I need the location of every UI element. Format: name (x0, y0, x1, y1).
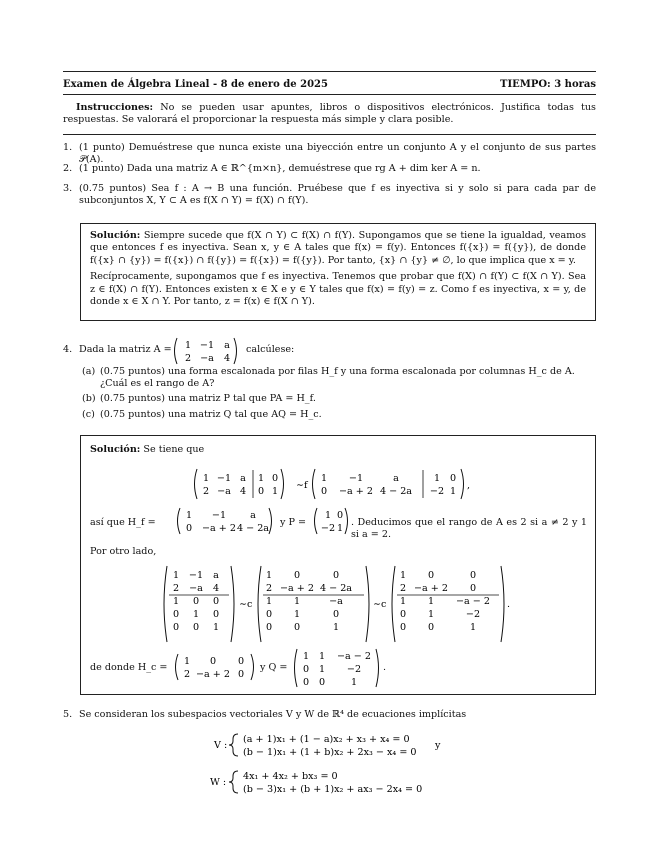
question-text: (1 punto) Dada una matriz A ∈ ℝ^{m×n}, demuéstrese que rg A + dim ker A = n. (79, 163, 481, 174)
matrix-cell: 1 (172, 570, 180, 581)
paren-right (366, 566, 369, 642)
matrix-cell: −a (200, 353, 214, 364)
question-4-after: calcúlese: (246, 344, 295, 355)
matrix-cell: 0 (265, 609, 273, 620)
matrix-hc (173, 652, 257, 682)
matrix-cell: 1 (202, 473, 210, 484)
matrix-cell: −a − 2 (337, 651, 371, 662)
hc-q-line (90, 647, 588, 691)
matrix-cell: −a + 2 (339, 486, 373, 497)
matrix-cell: 0 (237, 669, 245, 680)
matrix-cell: 1 (332, 622, 340, 633)
instructions-label: Instrucciones: (76, 102, 154, 113)
matrix-cell: −a + 2 (196, 669, 230, 680)
paren-right (345, 508, 348, 534)
instructions (63, 102, 596, 127)
q-intro: y Q = (260, 662, 288, 673)
matrix-cell: −a (217, 486, 231, 497)
matrix-cell: −2 (465, 609, 481, 620)
brace-left (229, 771, 238, 793)
paren-right (281, 469, 284, 499)
comma: , (467, 480, 471, 491)
matrix-cell: −1 (188, 570, 204, 581)
exam-header (63, 78, 596, 91)
paren-left (313, 469, 316, 499)
matrix-cell: 1 (320, 473, 328, 484)
matrix-cell: 4 (239, 486, 247, 497)
paren-left (164, 566, 167, 642)
paren-left (315, 508, 318, 534)
matrix-cell: 1 (318, 651, 326, 662)
row-reduction-equation (191, 467, 491, 501)
matrix-cell: a (250, 510, 256, 521)
matrix-cell: 2 (399, 583, 407, 594)
w-equation-2: (b − 3)x₁ + (b + 1)x₂ + ax₃ − 2x₄ = 0 (243, 784, 423, 795)
sim-c-symbol: ∼c (239, 599, 253, 610)
matrix-cell: 1 (172, 596, 180, 607)
matrix-cell: 2 (265, 583, 273, 594)
question-4-part-c (82, 409, 596, 421)
part-label: (a) (82, 366, 96, 377)
matrix-cell: 1 (399, 570, 407, 581)
solution-3-box (80, 223, 596, 321)
solution-text: Siempre sucede que f(X ∩ Y) ⊂ f(X) ∩ f(Y). Supongamos que se tiene la igualdad, veamos que entonces f es inyectiva. Sean x, y ∈ A tales que f(x) = f(y). Entonces f({x}) = f({y}), de donde f({x} ∩ {y}) = f({x}) ∩ f({y}) = f({x}) = f({y}). Por tanto, {x} ∩ {y} ≠ ∅, lo que implica que x = y. (90, 230, 587, 266)
matrix-cell: 1 (265, 570, 273, 581)
matrix-cell: 1 (399, 596, 407, 607)
matrix-cell: 1 (293, 596, 301, 607)
matrix-cell: 2 (172, 583, 180, 594)
question-number: 3. (63, 183, 73, 194)
paren-left (258, 566, 261, 642)
brace-left (229, 734, 238, 756)
matrix-cell: 1 (433, 473, 441, 484)
matrix-cell: 2 (183, 669, 191, 680)
matrix-cell: 4 (212, 583, 220, 594)
otro-lado: Por otro lado, (90, 546, 157, 557)
question-3 (63, 183, 596, 208)
matrix-cell: −2 (429, 486, 445, 497)
matrix-cell: 1 (318, 664, 326, 675)
matrix-cell: 1 (257, 473, 265, 484)
question-4-intro: Dada la matriz A = (79, 344, 172, 355)
matrix-cell: 1 (324, 510, 332, 521)
matrix-cell: 0 (293, 570, 301, 581)
question-number: 1. (63, 142, 73, 153)
matrix-cell: 0 (172, 622, 180, 633)
matrix-cell: 1 (427, 609, 435, 620)
matrix-a (171, 336, 241, 366)
instructions-text: No se pueden usar apuntes, libros o dispositivos electrónicos. Justifica todas tus respuestas. Se valorará el proporcionar la respuesta más simple y clara posible. (63, 102, 596, 126)
matrix-cell: a (213, 570, 219, 581)
matrix-cell: 1 (293, 609, 301, 620)
matrix-cell: 0 (449, 473, 457, 484)
w-label: W : (210, 777, 227, 788)
question-4 (63, 336, 596, 366)
paren-left (175, 338, 178, 364)
solution-label: Solución: (90, 444, 141, 455)
matrix-cell: 0 (469, 583, 477, 594)
matrix-cell: 1 (336, 523, 344, 534)
question-text: (0.75 puntos) Sea f : A → B una función. Pruébese que f es inyectiva si y solo si para cada par de subconjuntos X, Y ⊂ A es f(X ∩ Y) = f(X) ∩ f(Y). (79, 183, 596, 207)
matrix-cell: 2 (184, 353, 192, 364)
question-2 (63, 163, 596, 175)
matrix-cell: 0 (427, 570, 435, 581)
header-rule (63, 94, 596, 95)
implicit-equations (208, 727, 448, 797)
matrix-cell: −a + 2 (202, 523, 236, 534)
matrix-cell: 1 (449, 486, 457, 497)
sim-c-symbol: ∼c (373, 599, 387, 610)
top-rule (63, 71, 596, 72)
question-4-part-b (82, 393, 596, 405)
matrix-cell: 0 (212, 609, 220, 620)
matrix-cell: −a − 2 (456, 596, 490, 607)
instructions-rule (63, 134, 596, 135)
matrix-cell: 0 (302, 677, 310, 688)
exam-title: Examen de Álgebra Lineal - 8 de enero de 2025 (63, 79, 328, 90)
paren-right (231, 566, 234, 642)
matrix-cell: 0 (399, 609, 407, 620)
matrix-cell: −1 (211, 510, 227, 521)
matrix-hf (175, 506, 275, 536)
exam-time: TIEMPO: 3 horas (500, 79, 596, 90)
paren-left (392, 566, 395, 642)
matrix-cell: 0 (293, 622, 301, 633)
v-equation-1: (a + 1)x₁ + (1 − a)x₂ + x₃ + x₄ = 0 (243, 734, 410, 745)
matrix-cell: 1 (350, 677, 358, 688)
question-text: Se consideran los subespacios vectoriales V y W de ℝ⁴ de ecuaciones implícitas (79, 709, 467, 720)
paren-left (178, 508, 181, 534)
matrix-cell: 1 (192, 609, 200, 620)
paren-right (501, 566, 504, 642)
matrix-cell: 0 (257, 486, 265, 497)
matrix-cell: −a + 2 (414, 583, 448, 594)
hc-intro: de donde H_c = (90, 662, 168, 673)
matrix-cell: 4 − 2a (236, 523, 270, 534)
hf-intro: así que H_f = (90, 517, 156, 528)
matrix-cell: 0 (237, 656, 245, 667)
question-4-part-a (82, 366, 596, 391)
matrix-cell: a (240, 473, 246, 484)
part-label: (c) (82, 409, 95, 420)
part-text: (0.75 puntos) una matriz Q tal que AQ = H_c. (100, 409, 322, 420)
sim-f-symbol: ∼f (296, 480, 308, 491)
matrix-cell: 0 (192, 622, 200, 633)
paren-right (269, 508, 272, 534)
matrix-cell: 1 (185, 510, 193, 521)
matrix-cell: 0 (336, 510, 344, 521)
matrix-cell: −2 (320, 523, 336, 534)
matrix-cell: −1 (348, 473, 364, 484)
paren-right (376, 649, 379, 687)
question-number: 4. (63, 344, 73, 355)
matrix-cell: 0 (192, 596, 200, 607)
matrix-cell: 4 (223, 353, 231, 364)
solution-3-paragraph-1 (90, 230, 586, 267)
paren-right (234, 338, 237, 364)
matrix-cell: 0 (172, 609, 180, 620)
part-label: (b) (82, 393, 96, 404)
solution-4-intro (90, 444, 204, 456)
solution-label: Solución: (90, 230, 141, 241)
matrix-cell: 4 − 2a (379, 486, 413, 497)
paren-right (251, 654, 254, 680)
matrix-cell: 1 (212, 622, 220, 633)
matrix-p (312, 506, 350, 536)
column-reduction-equation (161, 564, 521, 644)
matrix-cell: 1 (271, 486, 279, 497)
matrix-cell: 0 (320, 486, 328, 497)
matrix-cell: 1 (302, 651, 310, 662)
matrix-cell: 2 (202, 486, 210, 497)
v-label: V : (214, 740, 228, 751)
question-number: 2. (63, 163, 73, 174)
matrix-cell: 4 − 2a (319, 583, 353, 594)
question-number: 5. (63, 709, 73, 720)
matrix-cell: 0 (302, 664, 310, 675)
matrix-cell: 0 (399, 622, 407, 633)
v-equation-2: (b − 1)x₁ + (1 + b)x₂ + 2x₃ − x₄ = 0 (243, 747, 417, 758)
paren-left (195, 469, 198, 499)
paren-left (176, 654, 179, 680)
p-intro: y P = (280, 517, 307, 528)
matrix-cell: 1 (469, 622, 477, 633)
end-period: . (383, 662, 387, 673)
hf-p-line (90, 506, 588, 540)
matrix-cell: 0 (212, 596, 220, 607)
paren-left (295, 649, 298, 687)
matrix-q (292, 647, 382, 689)
matrix-cell: 0 (427, 622, 435, 633)
matrix-cell: −a (329, 596, 343, 607)
matrix-cell: −1 (199, 340, 215, 351)
matrix-cell: −a + 2 (280, 583, 314, 594)
matrix-cell: 0 (332, 609, 340, 620)
part-text: (0.75 puntos) una forma escalonada por filas H_f y una forma escalonada por columnas H_c de A. ¿Cuál es el rango de A? (100, 366, 575, 390)
matrix-cell: 1 (183, 656, 191, 667)
matrix-cell: 0 (318, 677, 326, 688)
matrix-cell: 0 (265, 622, 273, 633)
part-text: (0.75 puntos) una matriz P tal que PA = H_f. (100, 393, 316, 404)
matrix-cell: −1 (216, 473, 232, 484)
matrix-cell: −a (189, 583, 203, 594)
period: . (507, 599, 511, 610)
matrix-cell: 0 (209, 656, 217, 667)
matrix-cell: 0 (332, 570, 340, 581)
solution-3-paragraph-2: Recíprocamente, supongamos que f es inyectiva. Tenemos que probar que f(X) ∩ f(Y) ⊂ f(X ∩ Y). Sea z ∈ f(X) ∩ f(Y). Entonces existen x ∈ X e y ∈ Y tales que f(x) = f(y) = z. Como f es inyectiva, x = y, de donde x ∈ X ∩ Y. Por tanto, z = f(x) ∈ f(X ∩ Y). (90, 271, 586, 308)
question-text: (1 punto) Demuéstrese que nunca existe una biyección entre un conjunto A y el conjunto de sus partes 𝒫(A). (79, 142, 596, 166)
matrix-cell: −2 (346, 664, 362, 675)
and-conjunction: y (435, 740, 441, 751)
solution-4-box (80, 435, 596, 695)
matrix-cell: 0 (185, 523, 193, 534)
paren-right (461, 469, 464, 499)
matrix-cell: a (393, 473, 399, 484)
matrix-cell: 0 (469, 570, 477, 581)
matrix-cell: 1 (265, 596, 273, 607)
matrix-cell: 0 (271, 473, 279, 484)
w-equation-1: 4x₁ + 4x₂ + bx₃ = 0 (243, 771, 338, 782)
solution-intro-text: Se tiene que (143, 444, 205, 455)
rank-conclusion: . Deducimos que el rango de A es 2 si a ≠ 2 y 1 si a = 2. (351, 517, 587, 541)
matrix-cell: 1 (184, 340, 192, 351)
question-5 (63, 709, 596, 721)
matrix-cell: a (224, 340, 230, 351)
matrix-cell: 1 (427, 596, 435, 607)
